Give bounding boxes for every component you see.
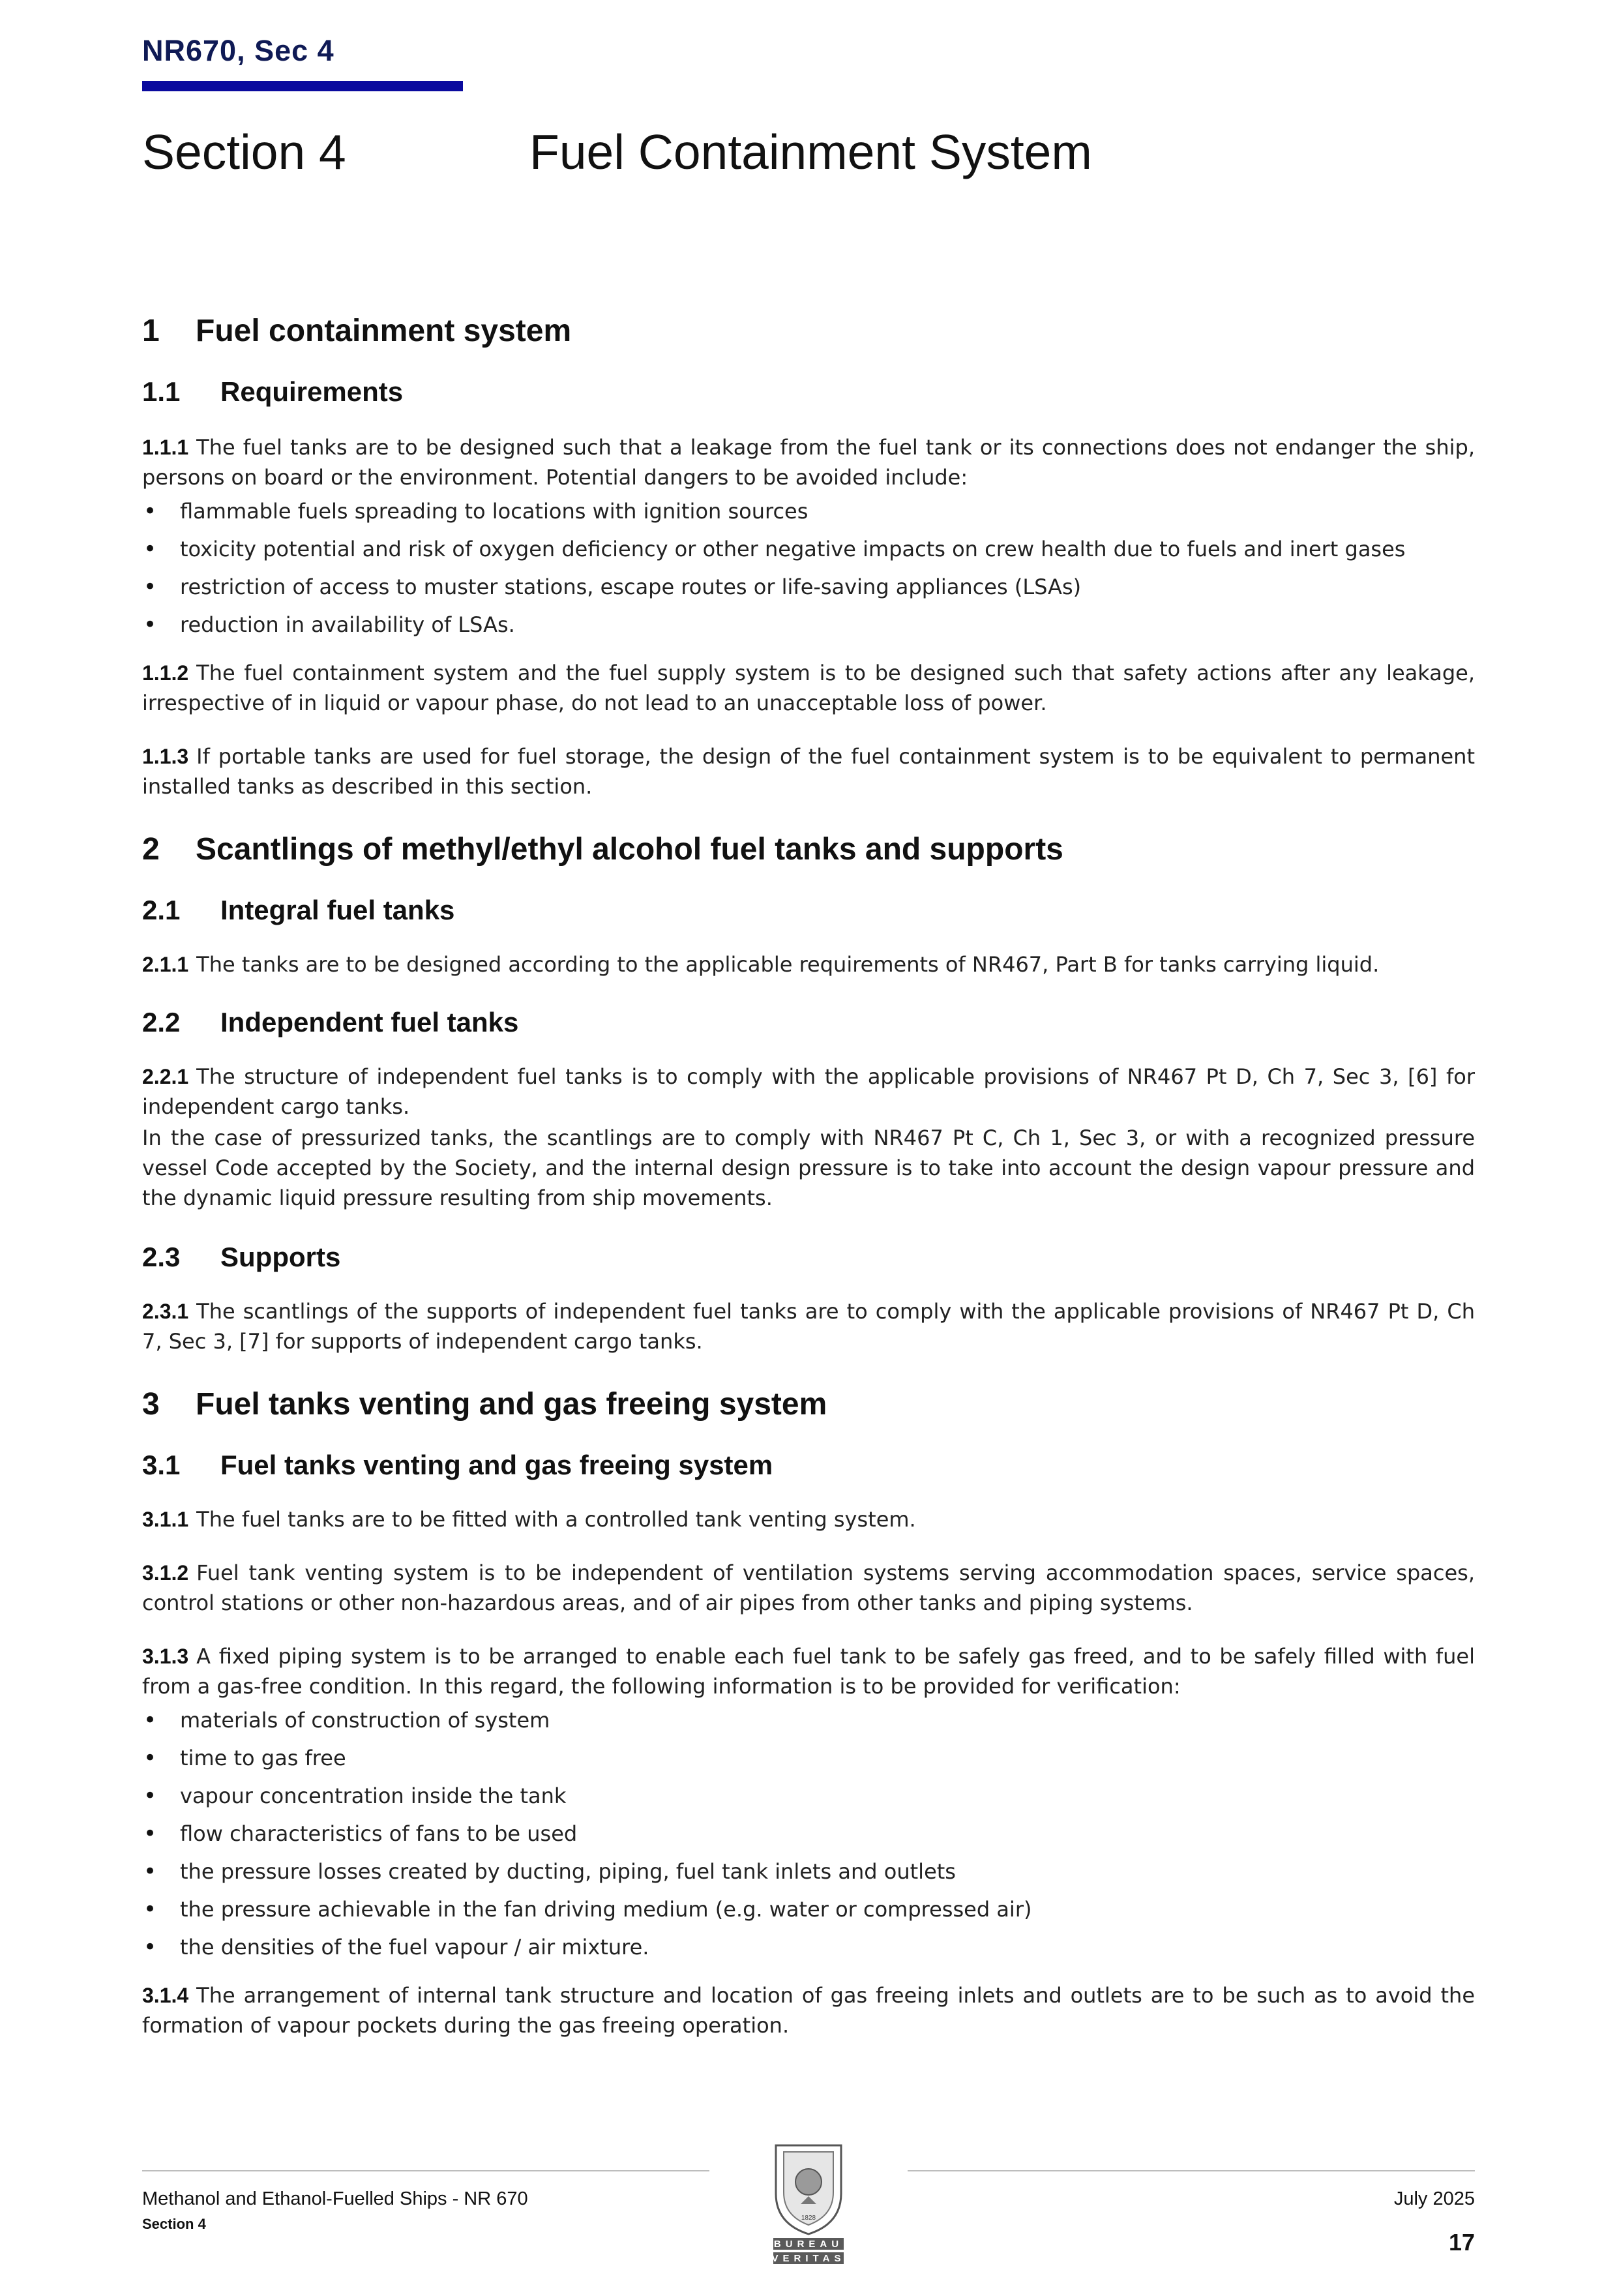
list-item: • materials of construction of system	[142, 1701, 1475, 1739]
paragraph-1-1-1	[142, 432, 1475, 492]
heading-1	[142, 313, 1475, 349]
footer-rule-right	[908, 2170, 1475, 2171]
heading-3-1	[142, 1450, 1475, 1481]
clause-text: Fuel tank venting system is to be independent of ventilation systems serving accommodation spaces, service spaces, control stations or other non-hazardous areas, and of air pipes from other tanks and piping systems.	[142, 1560, 1475, 1615]
heading-number: 2.2	[142, 1007, 181, 1037]
heading-2-3	[142, 1242, 1475, 1273]
heading-number: 2	[142, 832, 160, 867]
clause-number: 3.1.3	[142, 1645, 189, 1668]
clause-text: The arrangement of internal tank structure and location of gas freeing inlets and outlets are to be such as to avoid the formation of vapour pockets during the gas freeing operation.	[142, 1983, 1475, 2038]
clause-number: 3.1.4	[142, 1984, 189, 2007]
heading-3	[142, 1386, 1475, 1422]
heading-text: Fuel tanks venting and gas freeing system	[196, 1387, 827, 1422]
footer-date: July 2025	[1393, 2188, 1475, 2209]
clause-number: 3.1.1	[142, 1508, 189, 1531]
clause-number: 1.1.3	[142, 745, 189, 768]
clause-text: The fuel containment system and the fuel supply system is to be designed such that safety actions after any leakage, irrespective of in liquid or vapour phase, do not lead to an unacceptable loss of power.	[142, 661, 1475, 715]
list-item: • the pressure losses created by ducting, piping, fuel tank inlets and outlets	[142, 1853, 1475, 1890]
page-number: 17	[1448, 2229, 1475, 2256]
clause-number: 1.1.1	[142, 436, 189, 459]
clause-text: If portable tanks are used for fuel storage, the design of the fuel containment system is to be equivalent to permanent installed tanks as described in this section.	[142, 744, 1475, 799]
footer-document-title: Methanol and Ethanol-Fuelled Ships - NR 670	[142, 2188, 528, 2209]
footer-rule-left	[142, 2170, 709, 2171]
list-item: • restriction of access to muster stations, escape routes or life-saving appliances (LSAs)	[142, 568, 1475, 606]
section-body	[142, 306, 1475, 2040]
clause-text: The fuel tanks are to be designed such that a leakage from the fuel tank or its connections does not endanger the ship, persons on board or the environment. Potential dangers to be avoided include:	[142, 435, 1475, 490]
logo-word-veritas: VERITAS	[771, 2253, 846, 2264]
paragraph-2-1-1	[142, 949, 1475, 979]
clause-text: The tanks are to be designed according to the applicable requirements of NR467, Part B for tanks carrying liquid.	[196, 952, 1380, 977]
clause-number: 2.2.1	[142, 1065, 189, 1088]
heading-1-1	[142, 376, 1475, 408]
clause-number: 3.1.2	[142, 1561, 189, 1585]
heading-number: 1.1	[142, 376, 181, 407]
clause-text: The structure of independent fuel tanks is to comply with the applicable provisions of NR467 Pt D, Ch 7, Sec 3, [6] for independent cargo tanks.	[142, 1064, 1475, 1119]
list-item: • the pressure achievable in the fan driving medium (e.g. water or compressed air)	[142, 1890, 1475, 1928]
paragraph-1-1-2	[142, 658, 1475, 718]
list-item: • time to gas free	[142, 1739, 1475, 1777]
heading-text: Independent fuel tanks	[220, 1007, 519, 1037]
section-number: Section 4	[142, 125, 346, 179]
heading-number: 3.1	[142, 1450, 181, 1480]
heading-number: 2.3	[142, 1242, 181, 1272]
heading-text: Requirements	[220, 376, 404, 407]
list-item: • reduction in availability of LSAs.	[142, 606, 1475, 644]
heading-number: 1	[142, 314, 160, 348]
clause-text: The fuel tanks are to be fitted with a controlled tank venting system.	[196, 1507, 916, 1532]
bureau-veritas-logo	[767, 2136, 850, 2267]
heading-2	[142, 831, 1475, 867]
heading-number: 3	[142, 1387, 160, 1422]
section-title: Fuel Containment System	[529, 125, 1092, 179]
heading-text: Integral fuel tanks	[220, 895, 455, 925]
list-item: • the densities of the fuel vapour / air mixture.	[142, 1928, 1475, 1966]
clause-number: 1.1.2	[142, 661, 189, 685]
clause-text: A fixed piping system is to be arranged to enable each fuel tank to be safely gas freed, and to be safely filled with fuel from a gas-free condition. In this regard, the following information is to be provided for verification:	[142, 1644, 1475, 1699]
paragraph-3-1-1	[142, 1504, 1475, 1534]
paragraph-2-2-1	[142, 1062, 1475, 1122]
paragraph-3-1-3	[142, 1641, 1475, 1701]
logo-word-bureau: BUREAU	[773, 2239, 844, 2250]
heading-2-2	[142, 1007, 1475, 1038]
logo-year: 1828	[801, 2214, 816, 2222]
paragraph-2-2-1-continued: In the case of pressurized tanks, the scantlings are to comply with NR467 Pt C, Ch 1, Sec 3, or with a recognized pressure vessel Code accepted by the Society, and the internal design pressure is to take into account the design vapour pressure and the dynamic liquid pressure resulting from ship movements.	[142, 1126, 1475, 1210]
heading-text: Fuel tanks venting and gas freeing system	[220, 1450, 773, 1480]
list-item: • toxicity potential and risk of oxygen deficiency or other negative impacts on crew health due to fuels and inert gases	[142, 530, 1475, 568]
clause-number: 2.3.1	[142, 1300, 189, 1323]
heading-number: 2.1	[142, 895, 181, 925]
list-item: • flammable fuels spreading to locations with ignition sources	[142, 492, 1475, 530]
bullet-list-dangers	[142, 492, 1475, 644]
header-rule	[142, 81, 463, 91]
paragraph-3-1-4	[142, 1980, 1475, 2040]
paragraph-3-1-2	[142, 1558, 1475, 1618]
list-item: • flow characteristics of fans to be used	[142, 1815, 1475, 1853]
heading-text: Fuel containment system	[196, 314, 572, 348]
heading-2-1	[142, 895, 1475, 926]
document-reference: NR670, Sec 4	[142, 34, 334, 67]
list-item: • vapour concentration inside the tank	[142, 1777, 1475, 1815]
footer-section-label: Section 4	[142, 2216, 206, 2232]
paragraph-1-1-3	[142, 741, 1475, 801]
heading-text: Supports	[220, 1242, 341, 1272]
heading-text: Scantlings of methyl/ethyl alcohol fuel tanks and supports	[196, 832, 1063, 867]
clause-number: 2.1.1	[142, 953, 189, 976]
paragraph-2-3-1	[142, 1296, 1475, 1356]
clause-text: The scantlings of the supports of independent fuel tanks are to comply with the applicable provisions of NR467 Pt D, Ch 7, Sec 3, [7] for supports of independent cargo tanks.	[142, 1299, 1475, 1354]
bullet-list-verification	[142, 1701, 1475, 1966]
